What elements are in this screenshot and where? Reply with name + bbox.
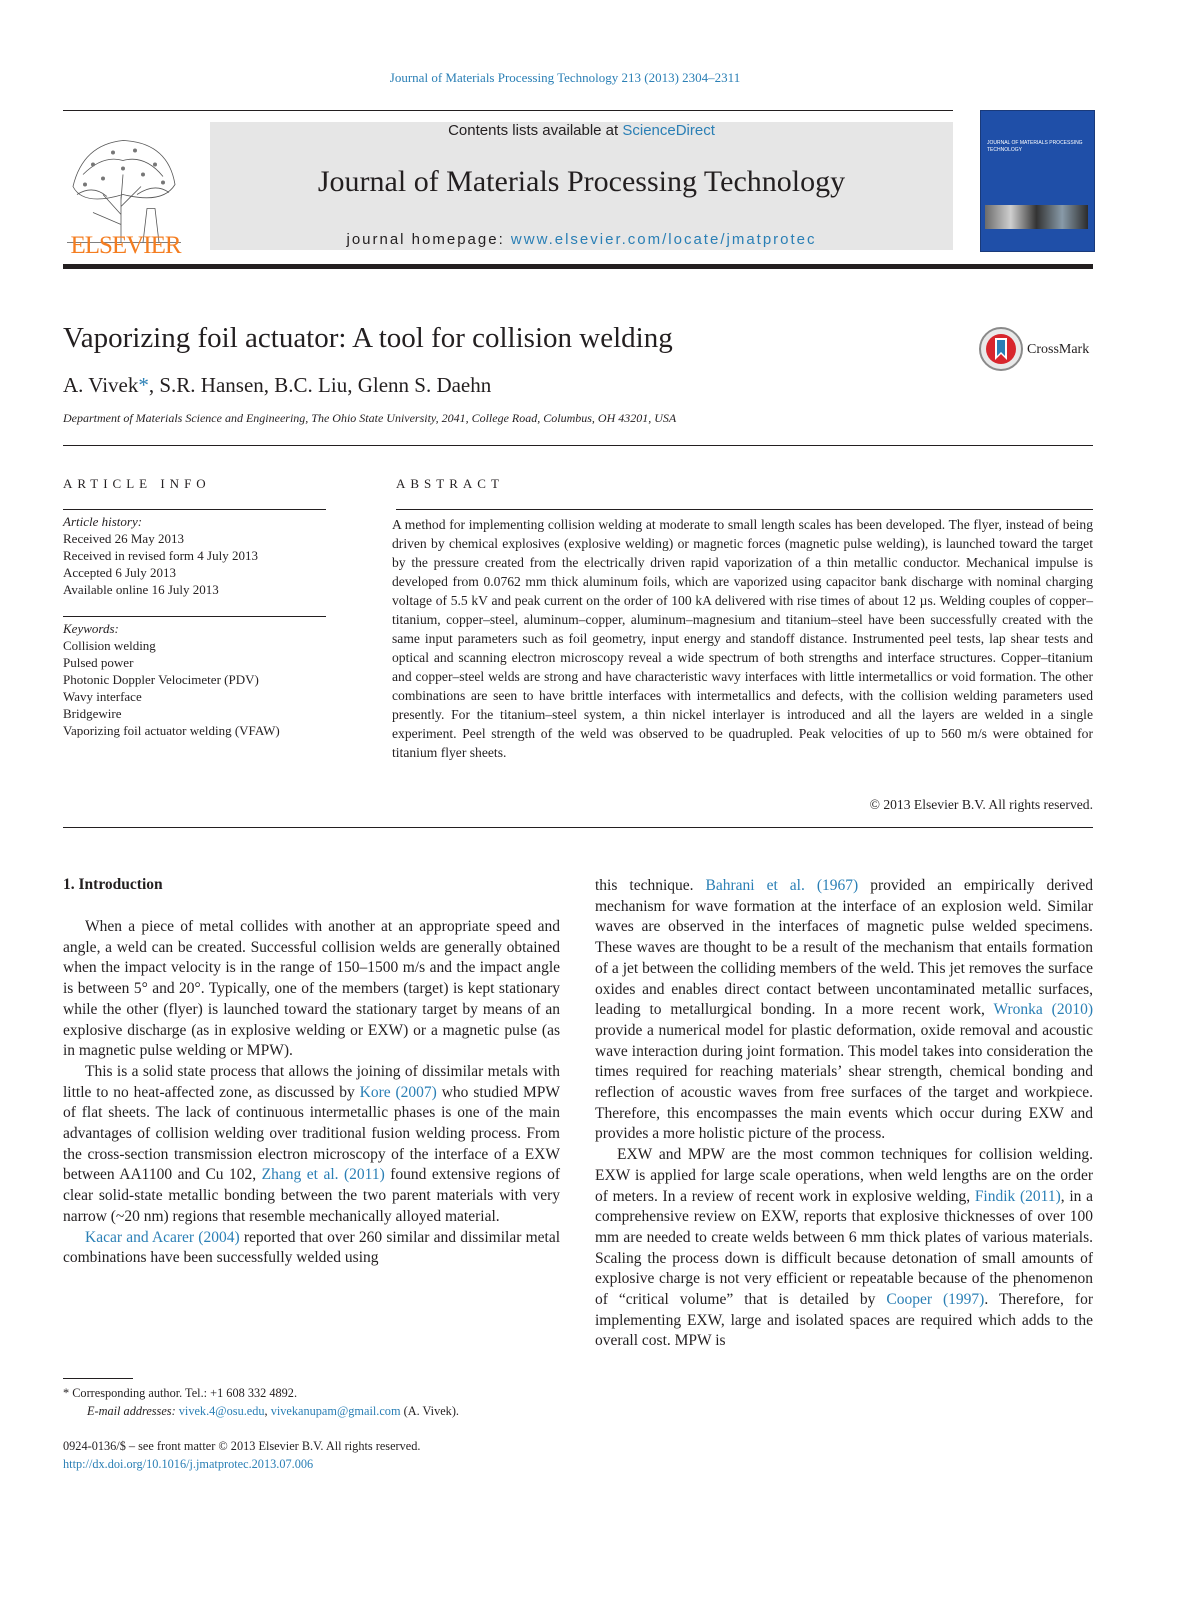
contents-line — [210, 122, 953, 139]
article-title: Vaporizing foil actuator: A tool for collision welding — [63, 322, 673, 354]
doi-link[interactable]: http://dx.doi.org/10.1016/j.jmatprotec.2013.07.006 — [63, 1457, 314, 1471]
history-item: Available online 16 July 2013 — [63, 582, 219, 597]
corresponding-author-note — [63, 1384, 560, 1402]
crossmark-icon[interactable] — [978, 326, 1024, 372]
citation-link[interactable]: Kore (2007) — [359, 1083, 437, 1101]
keyword-item: Collision welding — [63, 638, 156, 653]
header-thick-rule — [63, 264, 1093, 269]
footnote-rule — [63, 1378, 133, 1379]
keyword-item: Wavy interface — [63, 689, 142, 704]
author-list — [63, 373, 491, 398]
homepage-line — [210, 231, 953, 248]
paragraph — [63, 1228, 560, 1269]
corresponding-author-mark[interactable]: * — [138, 373, 149, 397]
affiliation: Department of Materials Science and Engineering, The Ohio State University, 2041, College Road, Columbus, OH 43201, USA — [63, 411, 677, 425]
text-run: found extensive regions of clear solid-state metallic bonding between the two parent materials with very narrow (~20 nm) regions that resemble mechanically alloyed material. — [63, 1166, 560, 1225]
keywords-rule — [63, 616, 326, 617]
citation-link[interactable]: Cooper (1997) — [886, 1291, 985, 1309]
paragraph — [595, 1145, 1093, 1352]
section-heading-introduction: 1. Introduction — [63, 876, 163, 893]
keyword-item: Vaporizing foil actuator welding (VFAW) — [63, 723, 280, 738]
cover-photo-strip — [985, 205, 1088, 229]
body-column-left — [63, 917, 560, 1269]
footnote-mark: * — [63, 1386, 70, 1400]
elsevier-logo-text: ELSEVIER — [70, 232, 181, 259]
citation-link[interactable]: Zhang et al. (2011) — [261, 1166, 385, 1184]
keyword-item: Photonic Doppler Velocimeter (PDV) — [63, 672, 259, 687]
abstract-text: A method for implementing collision welding at moderate to small length scales has been developed. The flyer, instead of being driven by chemical explosives (explosive welding) or magnetic forces (magnetic pulse welding), is launched toward the target by the pressure created from the electrically driven rapid vaporization of a thin metallic conductor. Mechanical impulse is developed from 0.0762 mm thick aluminum foils, which are vaporized using capacitor bank discharge with nominal charging voltage of 5.5 kV and peak current on the order of 100 kA delivered with rise times of about 12 µs. Welding couples of copper–titanium, copper–steel, aluminum–copper, aluminum–magnesium and titanium–steel have been successfully created with the same input parameters such as foil geometry, input energy and standoff distance. Instrumented peel tests, lap shear tests and optical and scanning electron microscopy reveal a wide spectrum of both strengths and interface structures. Copper–titanium and copper–steel welds are strong and have characteristic wavy interfaces with little intermetallics or void formation. The other combinations are seen to have brittle interfaces with intermetallics and defects, with the collision welding parameters used presently. For the titanium–steel system, a thin nickel interlayer is introduced and all the layers are welded in a single experiment. Peel strength of the weld was observed to be quadrupled. Peak velocities of up to 560 m/s were obtained for titanium flyer sheets. — [392, 517, 1093, 760]
abstract-rule — [396, 509, 1093, 510]
corresponding-text: Corresponding author. Tel.: +1 608 332 4892. — [69, 1386, 298, 1400]
text-run: reported that over 260 similar and dissimilar metal combinations have been successfully welded using — [63, 1228, 561, 1267]
info-rule — [63, 509, 326, 510]
paragraph — [63, 1062, 560, 1228]
citation-link[interactable]: Kacar and Acarer (2004) — [85, 1228, 240, 1246]
journal-citation-link[interactable]: Journal of Materials Processing Technology 213 (2013) 2304–2311 — [389, 70, 741, 85]
email-link[interactable]: vivek.4@osu.edu — [178, 1404, 265, 1418]
journal-title: Journal of Materials Processing Technology — [317, 165, 846, 198]
paragraph: When a piece of metal collides with another at an appropriate speed and angle, a weld can be created. Successful collision welds are generally obtained when the impact velocity is in the range of 150–1500 m/s and the impact angle is between 5° and 20°. Typically, one of the members (target) is kept stationary while the other (flyer) is launched toward the stationary target by means of an explosive discharge (as in explosive welding or EXW) or a magnetic pulse (as in magnetic pulse welding or MPW). — [63, 918, 560, 1060]
citation-link[interactable]: Bahrani et al. (1967) — [705, 877, 859, 894]
history-item: Received 26 May 2013 — [63, 531, 184, 546]
crossmark-label[interactable]: CrossMark — [1027, 342, 1090, 357]
article-history — [63, 513, 333, 598]
homepage-link[interactable]: www.elsevier.com/locate/jmatprotec — [510, 231, 817, 248]
email-line — [63, 1402, 560, 1420]
history-item: Received in revised form 4 July 2013 — [63, 548, 258, 563]
abstract-heading: ABSTRACT — [396, 476, 504, 491]
text-run: provided an empirically derived mechanism for wave formation at the interface of an explosion weld. Similar waves are observed in the interfaces of magnetic pulse welded specimens. These waves are thought to be a result of the mechanism that entails formation of a jet between the colliding members of the weld. This jet removes the surface oxides and enables direct contact between uncontaminated metallic surfaces, leading to metallurgical bonding. In a more recent work, — [595, 877, 1093, 1019]
title-rule — [63, 445, 1093, 446]
text-run: provide a numerical model for plastic deformation, oxide removal and acoustic wave interaction during joint formation. This model takes into consideration the times required for reaching materials’ shear strength, chemical bonding and reflection of acoustic waves from free surfaces of the target and workpiece. Therefore, this encompasses the main events which occur during EXW and provides a more holistic picture of the process. — [595, 1021, 1093, 1143]
article-info-heading: ARTICLE INFO — [63, 476, 211, 491]
text-run: this technique. — [595, 877, 706, 894]
homepage-prefix: journal homepage: — [346, 231, 511, 248]
citation-link[interactable]: Findik (2011) — [974, 1187, 1061, 1205]
abstract-copyright: © 2013 Elsevier B.V. All rights reserved. — [869, 797, 1093, 812]
email-separator: , — [264, 1404, 271, 1418]
citation-link[interactable]: Wronka (2010) — [993, 1001, 1093, 1019]
keyword-item: Bridgewire — [63, 706, 122, 721]
email-suffix: (A. Vivek). — [400, 1404, 459, 1418]
header-rule — [63, 110, 953, 111]
contents-prefix: Contents lists available at — [448, 122, 623, 139]
front-matter-text: 0924-0136/$ – see front matter © 2013 Elsevier B.V. All rights reserved. — [63, 1439, 421, 1453]
sciencedirect-link[interactable]: ScienceDirect — [622, 122, 715, 139]
author-first: A. Vivek — [63, 373, 139, 397]
cover-title: JOURNAL OF MATERIALS PROCESSING TECHNOLOGY — [987, 140, 1083, 153]
front-matter — [63, 1437, 420, 1473]
journal-cover-image — [980, 110, 1095, 252]
email-label: E-mail addresses: — [87, 1404, 176, 1418]
history-item: Accepted 6 July 2013 — [63, 565, 177, 580]
text-run: . Therefore, for implementing EXW, large and isolated spaces are required which adds to the overall cost. MPW is — [595, 1291, 1093, 1350]
keywords-label: Keywords: — [63, 621, 119, 636]
history-label: Article history: — [63, 514, 143, 529]
paragraph — [595, 876, 1093, 1145]
keyword-item: Pulsed power — [63, 655, 134, 670]
abstract-end-rule — [63, 827, 1093, 828]
body-column-right — [595, 876, 1093, 1352]
footnote — [63, 1384, 560, 1420]
text-run: This is a solid state process that allows the joining of dissimilar metals with little to no heat-affected zone, as discussed by — [63, 1062, 560, 1101]
author-rest: , S.R. Hansen, B.C. Liu, Glenn S. Daehn — [148, 373, 492, 397]
text-run: EXW and MPW are the most common techniques for collision welding. EXW is applied for large scale operations, when weld lengths are on the order of meters. In a review of recent work in explosive welding, — [595, 1146, 1093, 1205]
email-link[interactable]: vivekanupam@gmail.com — [270, 1404, 401, 1418]
text-run: who studied MPW of flat sheets. The lack of continuous intermetallic phases is one of the main advantages of collision welding over traditional fusion welding process. From the cross-section transmission electron microscopy of the interface of a EXW between AA1100 and Cu 102, — [63, 1083, 561, 1184]
keywords — [63, 620, 333, 739]
text-run: , in a comprehensive review on EXW, reports that explosive thicknesses of over 100 mm are needed to create welds between 6 mm thick plates of various materials. Scaling the process down is difficult because detonation of small amounts of explosive charge is not very efficient or repeatable because of the phenomenon of “critical volume” that is detailed by — [595, 1187, 1094, 1309]
